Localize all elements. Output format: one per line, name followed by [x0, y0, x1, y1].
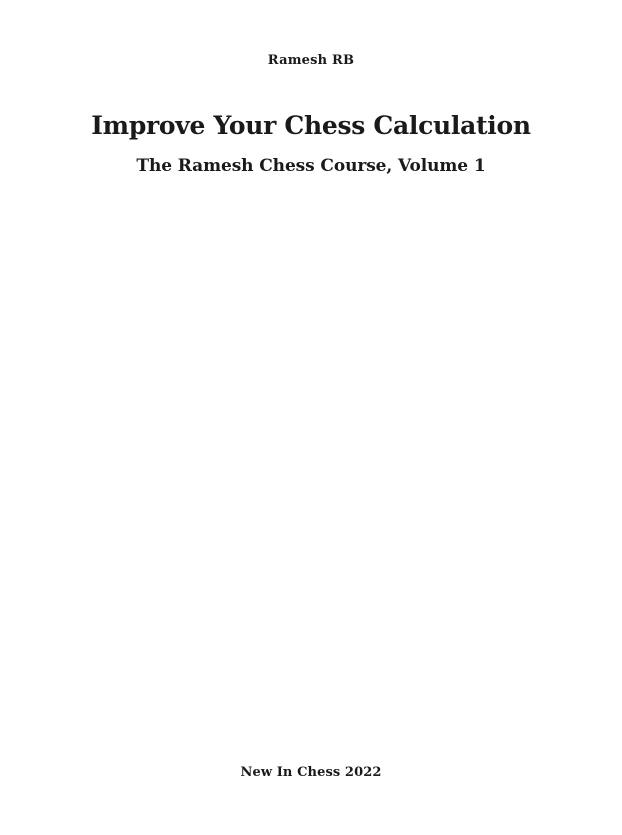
book-title: Improve Your Chess Calculation [91, 111, 531, 140]
publisher-line: New In Chess 2022 [240, 765, 382, 780]
book-subtitle: The Ramesh Chess Course, Volume 1 [136, 156, 486, 176]
author-name: Ramesh RB [267, 53, 355, 68]
